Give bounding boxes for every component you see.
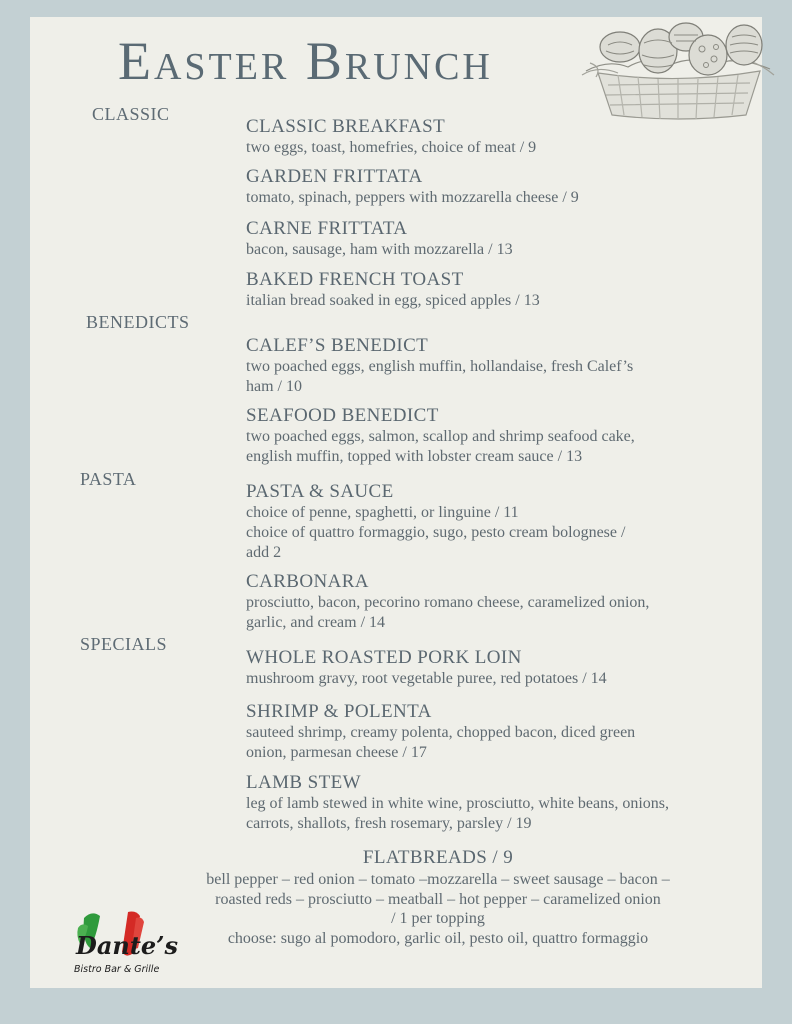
item-name: FLATBREADS / 9 <box>362 847 514 868</box>
dantes-logo <box>70 908 180 978</box>
item-name: BAKED FRENCH TOAST <box>246 269 464 290</box>
logo-name: Dante’s <box>76 931 179 960</box>
item-desc: two eggs, toast, homefries, choice of meat / 9 <box>246 139 537 156</box>
easter-basket-illustration <box>578 15 778 121</box>
menu-item-classic-breakfast <box>246 115 686 158</box>
flatbread-toppings-2: roasted reds – prosciutto – meatball – hot pepper – caramelized onion <box>215 890 661 908</box>
item-name: GARDEN FRITTATA <box>246 166 423 187</box>
menu-item-carne-frittata <box>246 217 686 260</box>
item-desc: prosciutto, bacon, pecorino romano cheese, caramelized onion, garlic, and cream / 14 <box>246 594 650 631</box>
section-classic: CLASSIC <box>92 104 170 124</box>
item-name: CARNE FRITTATA <box>246 218 408 239</box>
item-name: SHRIMP & POLENTA <box>246 701 432 722</box>
item-desc: italian bread soaked in egg, spiced apples / 13 <box>246 292 540 309</box>
item-desc: two poached eggs, english muffin, hollandaise, fresh Calef’s ham / 10 <box>246 358 634 395</box>
item-name: CALEF’S BENEDICT <box>246 335 429 356</box>
menu-item-pasta-and-sauce <box>246 480 636 563</box>
menu-item-baked-french-toast <box>246 268 686 311</box>
menu-item-calefs-benedict <box>246 334 656 397</box>
menu-title: Easter Brunch <box>118 31 493 91</box>
item-name: CARBONARA <box>246 571 369 592</box>
item-desc: mushroom gravy, root vegetable puree, red potatoes / 14 <box>246 670 607 687</box>
menu-item-lamb-stew <box>246 771 676 834</box>
item-desc: choice of penne, spaghetti, or linguine / 11 <box>246 504 519 521</box>
item-desc: two poached eggs, salmon, scallop and shrimp seafood cake, english muffin, topped with lobster cream sauce / 13 <box>246 428 635 465</box>
item-name: PASTA & SAUCE <box>246 481 394 502</box>
flatbread-topping-price: / 1 per topping <box>391 910 485 927</box>
menu-item-whole-roasted-pork-loin <box>246 646 686 689</box>
flatbread-sauce-choice: choose: sugo al pomodoro, garlic oil, pesto oil, quattro formaggio <box>227 929 649 947</box>
menu-item-garden-frittata <box>246 165 686 208</box>
section-specials: SPECIALS <box>80 634 168 654</box>
menu-item-shrimp-and-polenta <box>246 700 656 763</box>
flatbread-toppings-1: bell pepper – red onion – tomato –mozzarella – sweet sausage – bacon – <box>206 871 670 888</box>
logo-tagline: Bistro Bar & Grille <box>74 964 160 975</box>
menu-item-seafood-benedict <box>246 404 676 467</box>
section-pasta: PASTA <box>80 469 137 489</box>
item-desc: bacon, sausage, ham with mozzarella / 13 <box>246 241 513 258</box>
item-name: CLASSIC BREAKFAST <box>246 116 446 137</box>
item-name: WHOLE ROASTED PORK LOIN <box>246 647 522 668</box>
item-desc: sauteed shrimp, creamy polenta, chopped bacon, diced green onion, parmesan cheese / 17 <box>246 724 636 761</box>
item-desc-addon: choice of quattro formaggio, sugo, pesto cream bolognese / add 2 <box>246 524 626 561</box>
item-desc: leg of lamb stewed in white wine, prosciutto, white beans, onions, carrots, shallots, fresh rosemary, parsley / 19 <box>246 795 670 832</box>
item-desc: tomato, spinach, peppers with mozzarella cheese / 9 <box>246 189 579 206</box>
item-name: SEAFOOD BENEDICT <box>246 405 439 426</box>
section-benedicts: BENEDICTS <box>86 312 190 332</box>
menu-item-flatbreads <box>178 846 698 948</box>
menu-item-carbonara <box>246 570 666 633</box>
item-name: LAMB STEW <box>246 772 361 793</box>
